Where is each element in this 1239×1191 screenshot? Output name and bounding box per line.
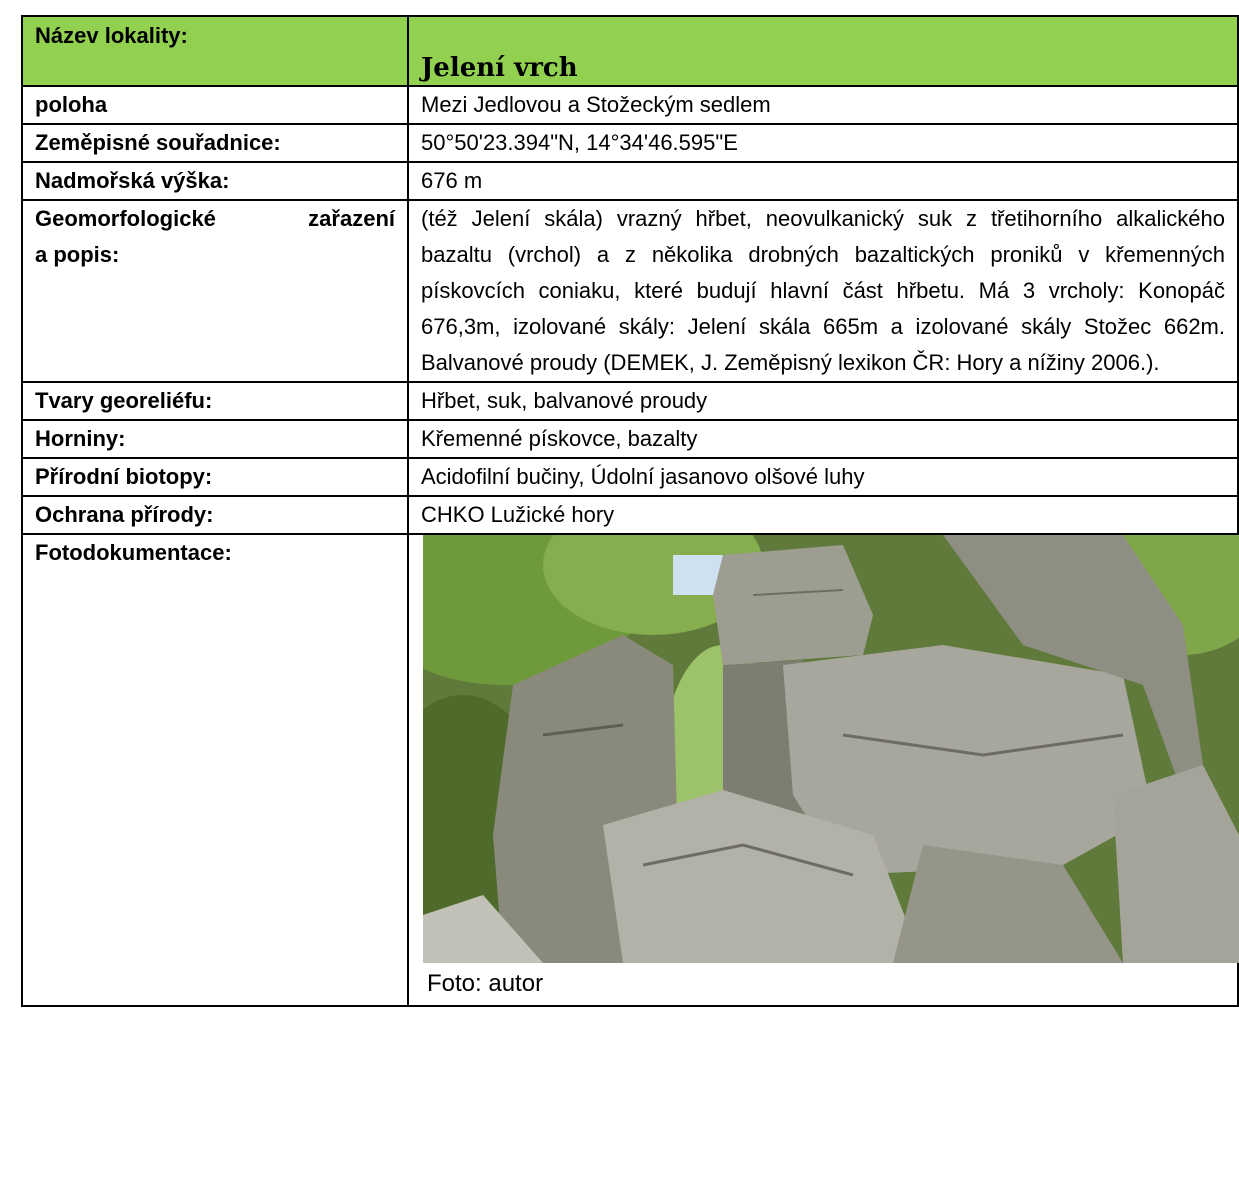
row-geomorphology [22, 200, 1238, 382]
site-name: Jelení vrch [421, 53, 578, 83]
row-poloha [22, 86, 1238, 124]
geomorph-description: (též Jelení skála) vrazný hřbet, neovulkanický suk z třetihorního alkalického bazaltu (vrchol) a z několika drobných bazaltických proniků v křemenných pískovcích coniaku, které budují hlavní část hřbetu. Má 3 vrcholy: Konopáč 676,3m, izolované skály: Jelení skála 665m a izolované skály Stožec 662m. Balvanové proudy (DEMEK, J. Zeměpisný lexikon ČR: Hory a nížiny 2006.). [408, 200, 1238, 382]
row-protection [22, 496, 1238, 534]
row-value: Hřbet, suk, balvanové proudy [408, 382, 1238, 420]
locality-table [21, 15, 1239, 1007]
row-label: Ochrana přírody: [22, 496, 408, 534]
row-landforms [22, 382, 1238, 420]
row-value: Mezi Jedlovou a Stožeckým sedlem [408, 86, 1238, 124]
row-value: 50°50'23.394"N, 14°34'46.595"E [408, 124, 1238, 162]
header-value-cell [408, 16, 1238, 86]
rock-photo-illustration [423, 535, 1239, 963]
row-value: CHKO Lužické hory [408, 496, 1238, 534]
row-label: Zeměpisné souřadnice: [22, 124, 408, 162]
photo-label: Fotodokumentace: [22, 534, 408, 1006]
row-biotopes [22, 458, 1238, 496]
row-label: Nadmořská výška: [22, 162, 408, 200]
header-row [22, 16, 1238, 86]
row-value: Acidofilní bučiny, Údolní jasanovo olšové luhy [408, 458, 1238, 496]
row-altitude [22, 162, 1238, 200]
row-label: Horniny: [22, 420, 408, 458]
photo-caption: Foto: autor [427, 970, 544, 997]
rock-photo [423, 535, 1239, 963]
geomorph-label-line2: a popis: [35, 242, 120, 267]
header-label: Název lokality: [22, 16, 408, 86]
row-label: Přírodní biotopy: [22, 458, 408, 496]
row-value: Křemenné pískovce, bazalty [408, 420, 1238, 458]
geomorph-label [22, 200, 408, 382]
row-rocks [22, 420, 1238, 458]
photo-cell [408, 534, 1238, 1006]
row-value: 676 m [408, 162, 1238, 200]
row-label: Tvary georeliéfu: [22, 382, 408, 420]
row-photo [22, 534, 1238, 1006]
row-coordinates [22, 124, 1238, 162]
row-label: poloha [22, 86, 408, 124]
geomorph-label-line1: Geomorfologické zařazení [35, 206, 395, 231]
